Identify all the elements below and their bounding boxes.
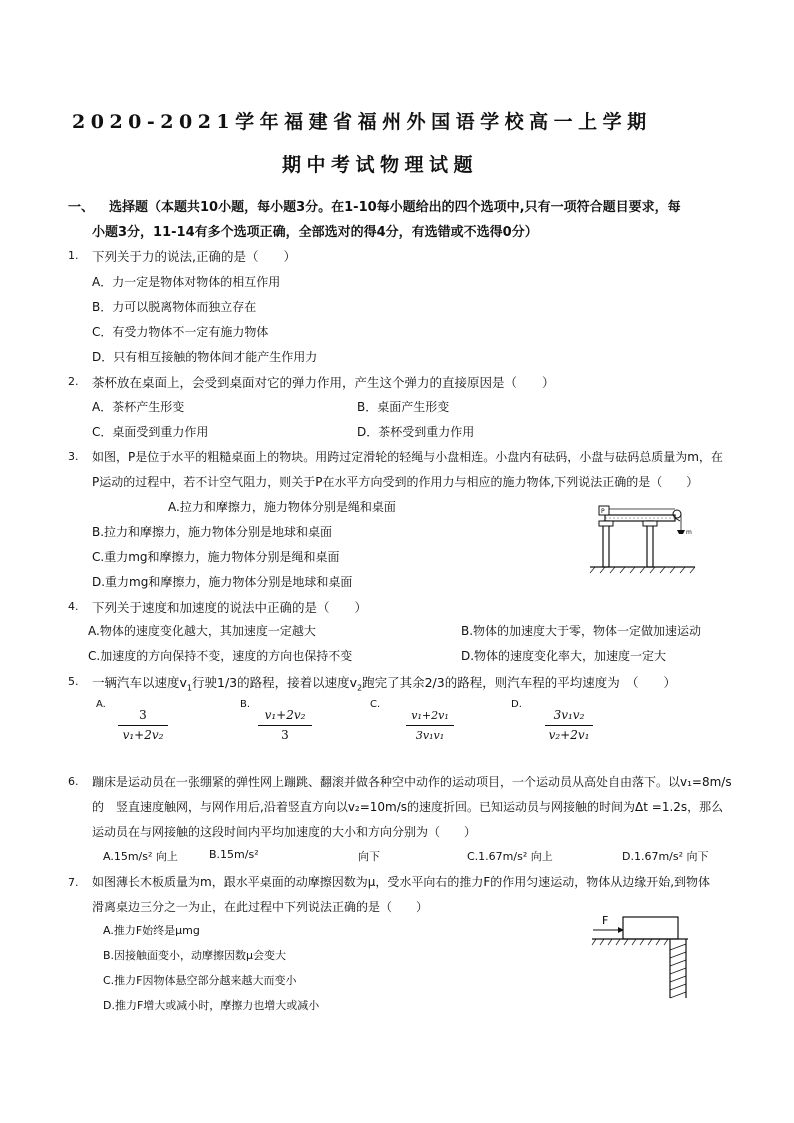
question-stem-line1: 如图薄长木板质量为m，跟水平桌面的动摩擦因数为μ，受水平向右的推力F的作用匀速运动，物体从边缘开始,到物体 bbox=[92, 875, 711, 889]
question-number: 5. bbox=[68, 675, 79, 688]
question-number: 7. bbox=[68, 876, 79, 889]
option-b: B．力可以脱离物体而独立存在 bbox=[92, 300, 257, 314]
question-number: 4. bbox=[68, 600, 79, 613]
option-a: A.拉力和摩擦力，施力物体分别是绳和桌面 bbox=[168, 500, 396, 514]
section-label: 一、 bbox=[68, 200, 95, 215]
option-c: C.加速度的方向保持不变，速度的方向也保持不变 bbox=[88, 649, 353, 663]
option-c: C．桌面受到重力作用 bbox=[92, 425, 209, 439]
option-b-fraction: v₁+2v₂ 3 bbox=[258, 708, 312, 743]
option-a: A.推力F始终是μmg bbox=[103, 924, 200, 937]
option-c-letter: C. bbox=[370, 699, 381, 710]
section-text-line2: 小题3分，11-14有多个选项正确，全部选对的得4分，有选错或不选得0分） bbox=[92, 225, 538, 240]
question-number: 6. bbox=[68, 775, 79, 788]
section-text-line1: 选择题（本题共10小题，每小题3分。在1-10每小题给出的四个选项中,只有一项符合题目要求，每 bbox=[109, 200, 681, 215]
option-c: C.推力F因物体悬空部分越来越大而变小 bbox=[103, 974, 297, 987]
page-subtitle: 期中考试物理试题 bbox=[282, 154, 479, 176]
option-d-fraction: 3v₁v₂ v₂+2v₁ bbox=[545, 708, 593, 743]
option-d: D.物体的速度变化率大，加速度一定大 bbox=[461, 649, 667, 663]
option-a: A．力一定是物体对物体的相互作用 bbox=[92, 275, 281, 289]
question-stem-line2: P运动的过程中，若不计空气阻力，则关于P在水平方向受到的作用力与相应的施力物体,下列说法正确的是（ ） bbox=[92, 475, 699, 489]
question-number: 1. bbox=[68, 249, 79, 262]
plank-push-figure bbox=[590, 910, 695, 1000]
option-b: B.因接触面变小，动摩擦因数μ会变大 bbox=[103, 949, 287, 962]
option-b: B.物体的加速度大于零，物体一定做加速运动 bbox=[461, 624, 702, 638]
option-a-fraction: 3 v₁+2v₂ bbox=[118, 708, 168, 743]
block-label: P bbox=[601, 508, 605, 515]
pan-label: m bbox=[686, 529, 692, 536]
option-c-fraction: v₁+2v₁ 3v₁v₁ bbox=[406, 708, 454, 743]
question-stem-line3: 运动员在与网接触的这段时间内平均加速度的大小和方向分别为（ ） bbox=[92, 825, 477, 839]
question-number: 3. bbox=[68, 450, 79, 463]
option-d: D．茶杯受到重力作用 bbox=[357, 425, 475, 439]
page-title: 2020-2021学年福建省福州外国语学校高一上学期 bbox=[72, 111, 652, 133]
option-c: C.1.67m/s² 向上 bbox=[467, 850, 553, 863]
question-stem-line2: 滑离桌边三分之一为止，在此过程中下列说法正确的是（ ） bbox=[92, 900, 429, 914]
option-b-letter: B. bbox=[240, 699, 251, 710]
option-b: B．桌面产生形变 bbox=[357, 400, 450, 414]
question-number: 2. bbox=[68, 375, 79, 388]
table-pulley-figure bbox=[585, 500, 700, 575]
option-b: B.15m/s² bbox=[209, 848, 259, 861]
option-a: A.物体的速度变化越大，其加速度一定越大 bbox=[88, 624, 316, 638]
option-d-letter: D. bbox=[511, 699, 522, 710]
question-stem: 一辆汽车以速度$v_1$行驶1/3的路程，接着以速度$v_2$跑完了其余2/3的路程，则汽车程的平均速度为 （ ） bbox=[92, 675, 676, 693]
option-c: C.重力mg和摩擦力，施力物体分别是绳和桌面 bbox=[92, 550, 340, 564]
option-a: A．茶杯产生形变 bbox=[92, 400, 185, 414]
question-stem-line2: 的 竖直速度触网，与网作用后,沿着竖直方向以v₂=10m/s的速度折回。已知运动员与网接触的时间为Δt =1.2s，那么 bbox=[92, 800, 724, 814]
question-stem-line1: 如图，P是位于水平的粗糙桌面上的物块。用跨过定滑轮的轻绳与小盘相连。小盘内有砝码，小盘与砝码总质量为m，在 bbox=[92, 450, 723, 464]
option-d: D.推力F增大或减小时，摩擦力也增大或减小 bbox=[103, 999, 320, 1012]
option-d: D.1.67m/s² 向下 bbox=[622, 850, 709, 863]
force-label: F bbox=[602, 914, 609, 927]
option-a: A.15m/s² 向上 bbox=[103, 850, 178, 863]
option-c: C．有受力物体不一定有施力物体 bbox=[92, 325, 269, 339]
option-b-direction: 向下 bbox=[358, 850, 380, 863]
question-stem: 下列关于力的说法,正确的是（ ） bbox=[92, 249, 296, 264]
question-stem-line1: 蹦床是运动员在一张绷紧的弹性网上蹦跳、翻滚并做各种空中动作的运动项目，一个运动员从高处自由落下。以v₁=8m/s bbox=[92, 775, 732, 789]
question-stem: 下列关于速度和加速度的说法中正确的是（ ） bbox=[92, 600, 368, 615]
option-b: B.拉力和摩擦力，施力物体分别是地球和桌面 bbox=[92, 525, 333, 539]
option-d: D.重力mg和摩擦力，施力物体分别是地球和桌面 bbox=[92, 575, 353, 589]
option-d: D．只有相互接触的物体间才能产生作用力 bbox=[92, 350, 318, 364]
option-a-letter: A. bbox=[96, 699, 106, 710]
question-stem: 茶杯放在桌面上，会受到桌面对它的弹力作用，产生这个弹力的直接原因是（ ） bbox=[92, 375, 555, 390]
